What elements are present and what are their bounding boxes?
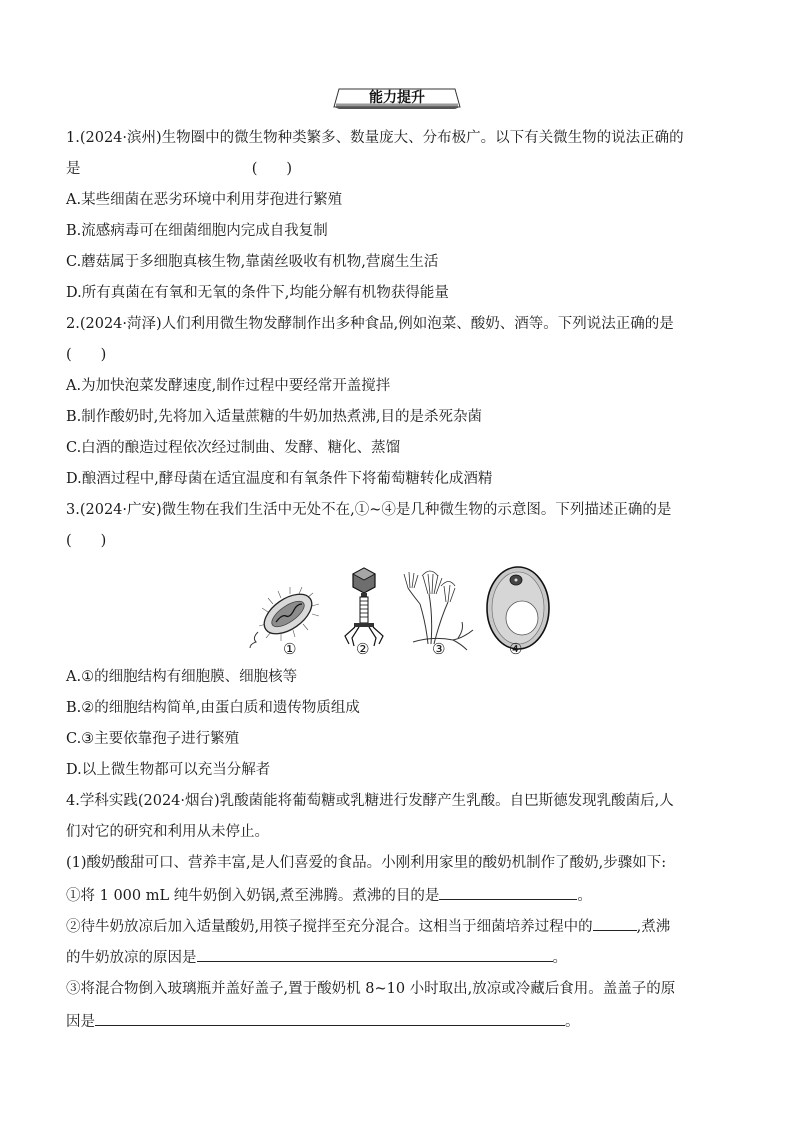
q2-option-b: B.制作酸奶时,先将加入适量蔗糖的牛奶加热煮沸,目的是杀死杂菌 xyxy=(66,409,482,425)
q4-stem-line1: 4.学科实践(2024·烟台)乳酸菌能将葡萄糖或乳糖进行发酵产生乳酸。自巴斯德发现乳酸菌后,人 xyxy=(66,793,674,809)
q4-step1-blank[interactable] xyxy=(439,885,577,900)
q2-option-c: C.白酒的酿造过程依次经过制曲、发酵、糖化、蒸馏 xyxy=(66,440,401,456)
q4-step2-line2 xyxy=(66,947,567,968)
yeast-illustration xyxy=(487,567,549,649)
q1-option-a: A.某些细菌在恶劣环境中利用芽孢进行繁殖 xyxy=(66,192,343,208)
section-title: 能力提升 xyxy=(369,90,425,106)
q4-step3-text-b: 因是 xyxy=(66,1014,95,1030)
q4-step3-blank[interactable] xyxy=(95,1011,565,1026)
q4-step2-blank-1[interactable] xyxy=(593,916,637,931)
q1-option-d: D.所有真菌在有氧和无氧的条件下,均能分解有机物获得能量 xyxy=(66,285,449,301)
q1-stem-line1: 1.(2024·滨州)生物圈中的微生物种类繁多、数量庞大、分布极广。以下有关微生物的说法正确的 xyxy=(66,130,684,146)
figure-label-4: ④ xyxy=(509,640,523,658)
figure-label-3: ③ xyxy=(432,640,446,658)
q4-stem-line2: 们对它的研究和利用从未停止。 xyxy=(66,824,269,840)
q4-step2-text-c: 的牛奶放凉的原因是 xyxy=(66,950,197,966)
bacterium-illustration xyxy=(250,586,319,648)
q3-option-d: D.以上微生物都可以充当分解者 xyxy=(66,762,271,778)
q3-option-c: C.③主要依靠孢子进行繁殖 xyxy=(66,731,240,747)
figure-label-1: ① xyxy=(283,640,297,658)
q1-stem-tail: 是 xyxy=(66,161,81,177)
mold-illustration xyxy=(404,571,473,650)
q1-option-b: B.流感病毒可在细菌细胞内完成自我复制 xyxy=(66,223,328,239)
q4-step3-end: 。 xyxy=(565,1014,580,1030)
q4-step3-line2 xyxy=(66,1011,580,1032)
q3-option-a: A.①的细胞结构有细胞膜、细胞核等 xyxy=(66,669,298,685)
q4-step1-end: 。 xyxy=(577,888,592,904)
q1-option-c: C.蘑菇属于多细胞真核生物,靠菌丝吸收有机物,营腐生生活 xyxy=(66,254,439,270)
q4-step2-text-b: ,煮沸 xyxy=(636,919,671,935)
q4-step2-line1 xyxy=(66,916,670,937)
q2-stem-line1: 2.(2024·菏泽)人们利用微生物发酵制作出多种食品,例如泡菜、酸奶、酒等。下列说法正确的是 xyxy=(66,316,674,332)
q3-stem-line1: 3.(2024·广安)微生物在我们生活中无处不在,①~④是几种微生物的示意图。下列描述正确的是 xyxy=(66,502,672,518)
q1-answer-paren: ( ) xyxy=(251,161,293,177)
q2-option-a: A.为加快泡菜发酵速度,制作过程中要经常开盖搅拌 xyxy=(66,378,391,394)
q2-answer-paren: ( ) xyxy=(66,347,107,363)
q4-step2-blank-2[interactable] xyxy=(197,947,553,962)
figure-label-2: ② xyxy=(356,640,370,658)
q1-stem-line2 xyxy=(66,159,292,179)
virus-illustration xyxy=(345,568,383,646)
q3-option-b: B.②的细胞结构简单,由蛋白质和遗传物质组成 xyxy=(66,700,360,716)
q4-sub1: (1)酸奶酸甜可口、营养丰富,是人们喜爱的食品。小刚利用家里的酸奶机制作了酸奶,步骤如下: xyxy=(66,855,667,871)
q3-answer-paren: ( ) xyxy=(66,533,107,549)
section-banner xyxy=(333,88,461,110)
q4-step1-text: ①将 1 000 mL 纯牛奶倒入奶锅,煮至沸腾。煮沸的目的是 xyxy=(66,888,440,904)
q4-step1 xyxy=(66,885,592,906)
q4-step2-text-a: ②待牛奶放凉后加入适量酸奶,用筷子搅拌至充分混合。这相当于细菌培养过程中的 xyxy=(66,919,593,935)
q4-step3-line1: ③将混合物倒入玻璃瓶并盖好盖子,置于酸奶机 8~10 小时取出,放凉或冷藏后食用。盖盖子的原 xyxy=(66,981,676,997)
q2-option-d: D.酿酒过程中,酵母菌在适宜温度和有氧条件下将葡萄糖转化成酒精 xyxy=(66,471,493,487)
q4-step2-end: 。 xyxy=(552,950,567,966)
